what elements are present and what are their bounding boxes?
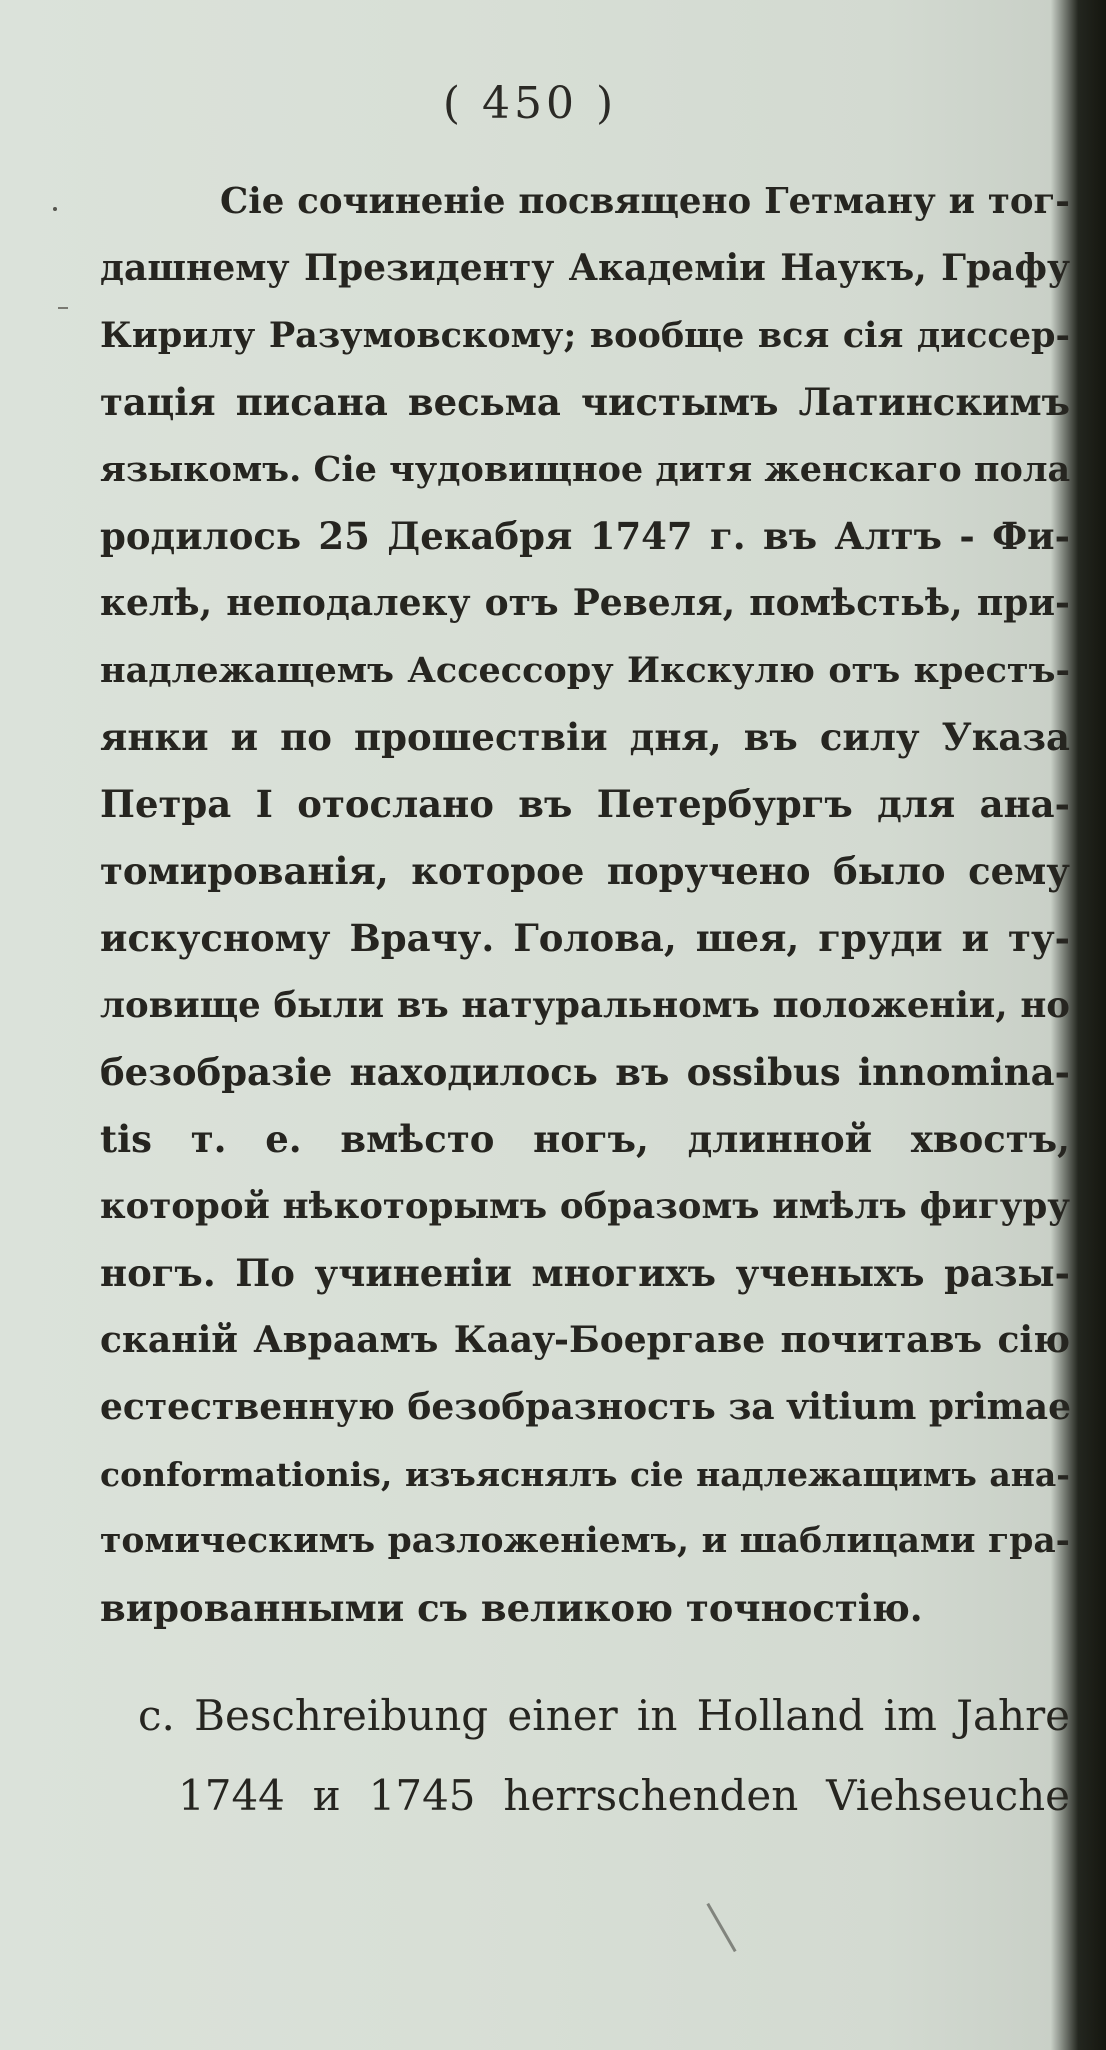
text-line: вированными съ великою точностію. [100,1586,923,1630]
text-line: родилось 25 Декабря 1747 г. въ Алтъ - Фи- [100,514,1070,558]
main-paragraph [100,168,1070,1642]
text-line: тація писана весьма чистымъ Латинскимъ [100,380,1070,424]
text-line: языкомъ. Сіе чудовищное дитя женскаго пола [100,449,1071,490]
text-line: янки и по прошествіи дня, въ силу Указа [100,715,1070,759]
text-line: ногъ. По учиненіи многихъ ученыхъ разы- [100,1251,1070,1295]
text-line: безобразіе находилось въ ossibus innomina- [100,1050,1070,1094]
text-line: томическимъ разложеніемъ, и шаблицами гра- [100,1521,1070,1561]
text-line: естественную безобразность за vitium primae [100,1386,1071,1428]
entry-heading-line: c. Beschreibung einer in Holland im Jahre [138,1691,1070,1740]
text-line: надлежащемъ Ассессору Икскулю отъ крестъ- [100,650,1070,691]
text-line: conformationis, изъяснялъ сіе надлежащимъ ана- [100,1455,1070,1494]
text-line: келѣ, неподалеку отъ Ревеля, помѣстьѣ, при- [100,582,1070,624]
entry-heading [100,1676,1070,1836]
text-line: томированія, которое поручено было сему [100,849,1070,893]
ink-speck [58,307,68,309]
text-line: tis т. е. вмѣсто ногъ, длинной хвостъ, [100,1117,1070,1161]
text-line: дашнему Президенту Академіи Наукъ, Графу [100,247,1070,289]
text-line: Сіе сочиненіе посвящено Гетману и тог- [220,181,1070,222]
text-line: искусному Врачу. Голова, шея, груди и ту- [100,916,1070,960]
entry-heading-line: 1744 и 1745 herrschenden Viehseuche [178,1771,1070,1820]
text-line: которой нѣкоторымъ образомъ имѣлъ фигуру [100,1186,1070,1227]
pen-stroke-mark [706,1903,736,1952]
text-line: Кирилу Разумовскому; вообще вся сія диссер- [100,315,1070,356]
text-line: Петра I отослано въ Петербургъ для ана- [100,782,1070,826]
page-number: ( 450 ) [442,78,618,129]
ink-speck [53,207,57,211]
text-line: ловище были въ натуральномъ положеніи, но [100,985,1070,1026]
text-line: сканій Авраамъ Кааy-Боергаве почитавъ сію [100,1319,1070,1361]
